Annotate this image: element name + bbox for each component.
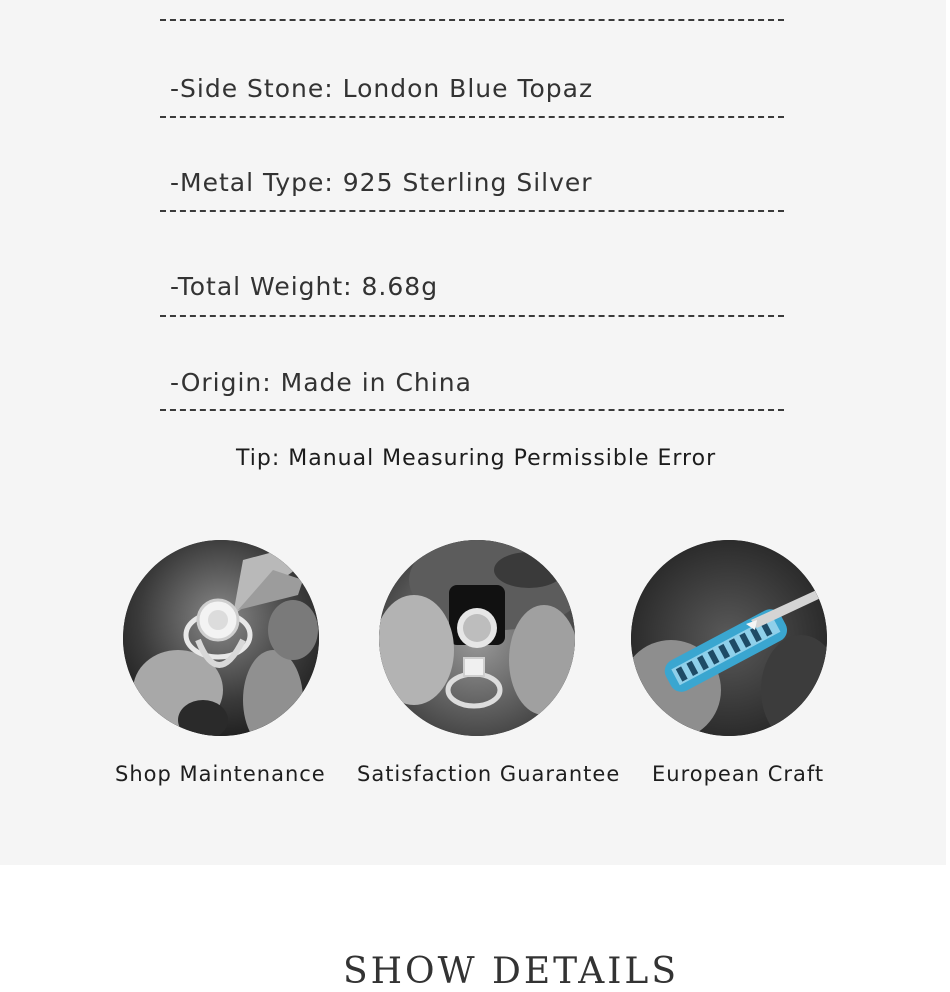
ring-engraving-photo-icon <box>631 540 827 736</box>
spec-origin: -Origin: Made in China <box>170 368 472 397</box>
loupe-inspection-photo-icon <box>379 540 575 736</box>
spec-divider <box>160 116 784 118</box>
spec-divider <box>160 210 784 212</box>
feature-shop-maintenance <box>123 540 319 736</box>
caption-satisfaction-guarantee: Satisfaction Guarantee <box>357 762 621 786</box>
caption-european-craft: European Craft <box>652 762 825 786</box>
measuring-tip: Tip: Manual Measuring Permissible Error <box>236 446 717 471</box>
feature-european-craft <box>631 540 827 736</box>
spec-divider <box>160 409 784 411</box>
spec-divider <box>160 19 784 21</box>
spec-total-weight: -Total Weight: 8.68g <box>170 272 439 301</box>
feature-satisfaction-guarantee <box>379 540 575 736</box>
spec-divider <box>160 315 784 317</box>
section-title-show-details: SHOW DETAILS <box>343 951 679 992</box>
spec-side-stone: -Side Stone: London Blue Topaz <box>170 74 594 103</box>
spec-metal-type: -Metal Type: 925 Sterling Silver <box>170 168 593 197</box>
ring-tweezers-photo-icon <box>123 540 319 736</box>
caption-shop-maintenance: Shop Maintenance <box>115 762 326 786</box>
